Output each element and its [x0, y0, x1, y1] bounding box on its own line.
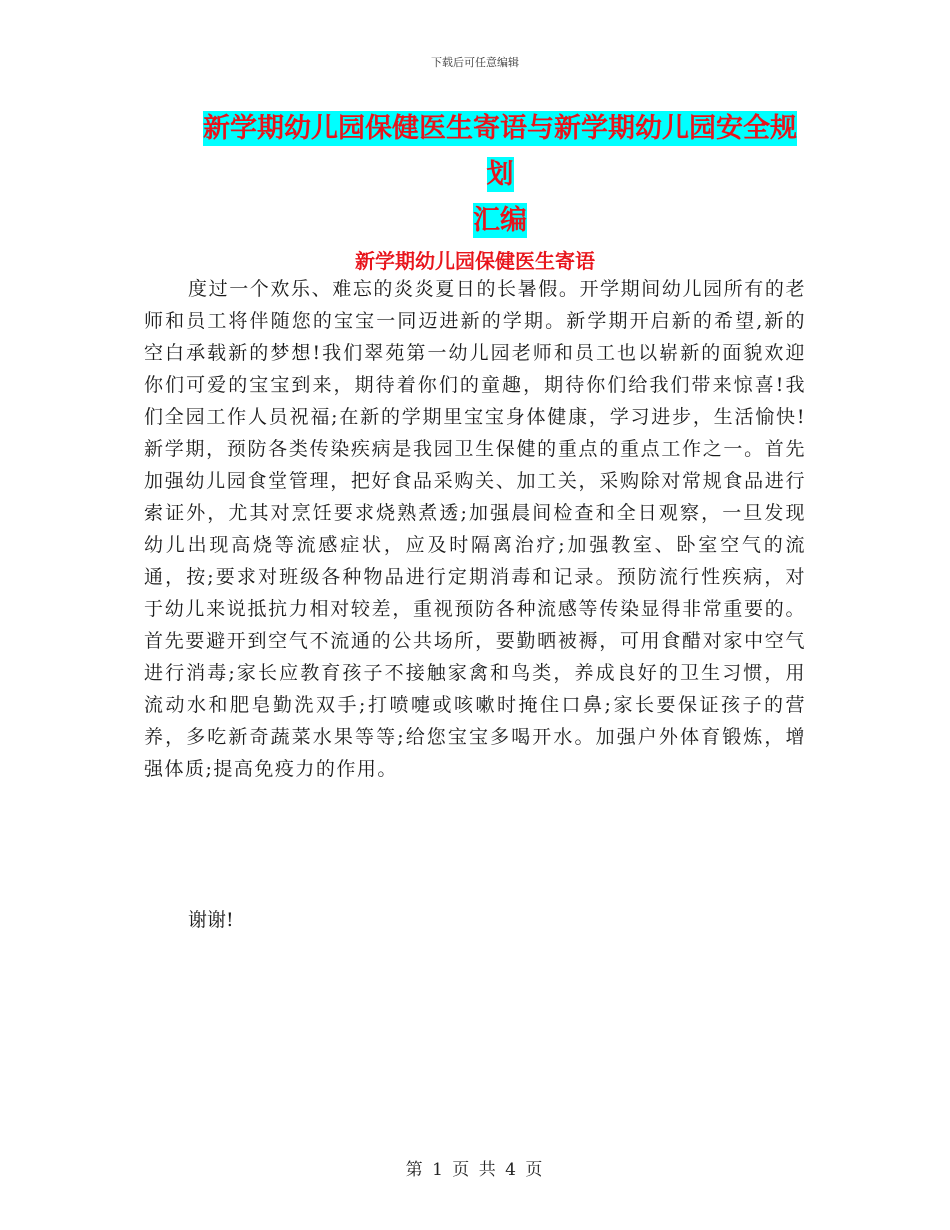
document-title-line-2: 汇编 — [473, 205, 527, 236]
body-paragraph: 度过一个欢乐、难忘的炎炎夏日的长暑假。开学期间幼儿园所有的老师和员工将伴随您的宝宝一同迈进新的学期。新学期开启新的希望,新的空白承载新的梦想!我们翠苑第一幼儿园老师和员工也以崭新的面貌欢迎你们可爱的宝宝到来，期待着你们的童趣，期待你们给我们带来惊喜!我们全园工作人员祝福;在新的学期里宝宝身体健康，学习进步，生活愉快!新学期，预防各类传染疾病是我园卫生保健的重点的重点工作之一。首先加强幼儿园食堂管理，把好食品采购关、加工关，采购除对常规食品进行索证外，尤其对烹饪要求烧熟煮透;加强晨间检查和全日观察，一旦发现幼儿出现高烧等流感症状，应及时隔离治疗;加强教室、卧室空气的流通，按;要求对班级各种物品进行定期消毒和记录。预防流行性疾病，对于幼儿来说抵抗力相对较差，重视预防各种流感等传染显得非常重要的。首先要避开到空气不流通的公共场所，要勤晒被褥，可用食醋对家中空气进行消毒;家长应教育孩子不接触家禽和鸟类，养成良好的卫生习惯，用流动水和肥皂勤洗双手;打喷嚏或咳嗽时掩住口鼻;家长要保证孩子的营养，多吃新奇蔬菜水果等等;给您宝宝多喝开水。加强户外体育锻炼，增强体质;提高免疫力的作用。 — [144, 278, 806, 780]
closing-text: 谢谢! — [188, 909, 234, 931]
header-note: 下载后可任意编辑 — [431, 56, 519, 69]
document-title — [190, 106, 810, 244]
document-title-line-1: 新学期幼儿园保健医生寄语与新学期幼儿园安全规划 — [203, 113, 797, 190]
section-title: 新学期幼儿园保健医生寄语 — [355, 249, 595, 273]
page-footer: 第 1 页 共 4 页 — [405, 1160, 545, 1180]
